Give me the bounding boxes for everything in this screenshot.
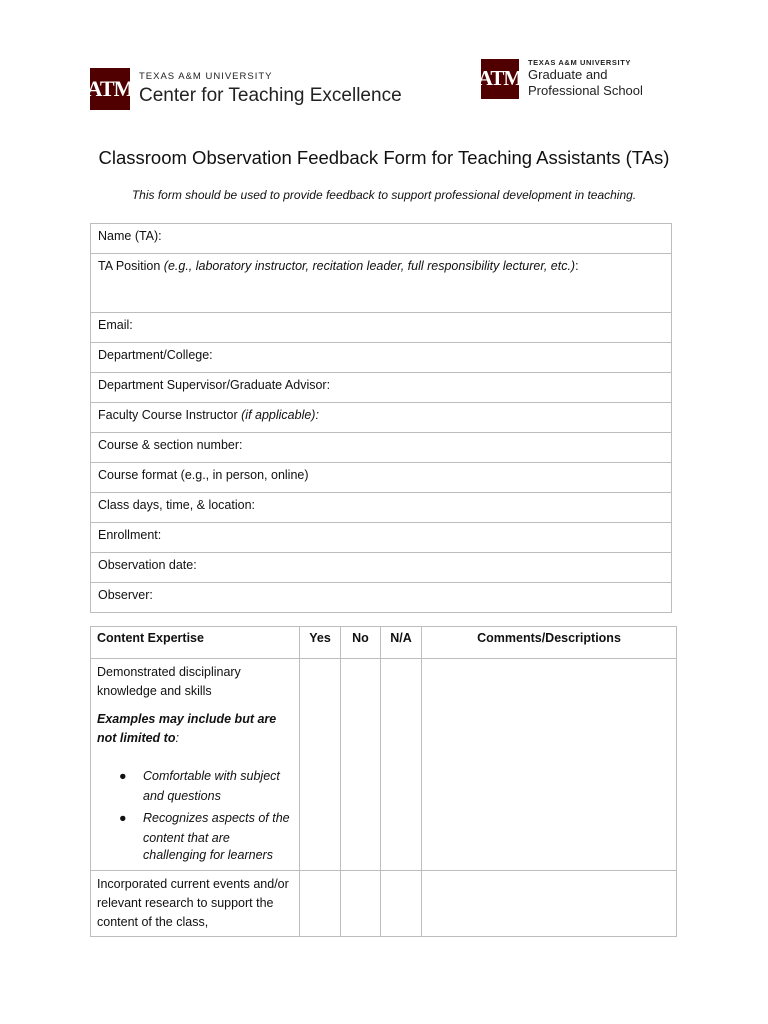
- criteria-text: Demonstrated disciplinary knowledge and skills: [97, 665, 241, 698]
- list-item: [97, 765, 293, 805]
- atm-logo-mark: ATM: [90, 68, 130, 110]
- bullet-icon: ●: [119, 769, 127, 783]
- bullet-text: Comfortable with subject: [143, 769, 280, 783]
- comments-cell[interactable]: [422, 871, 677, 937]
- logo-university-name: TEXAS A&M UNIVERSITY: [139, 71, 273, 82]
- field-label: Class days, time, & location:: [98, 498, 256, 512]
- examples-label-text: Examples may include but are not limited to: [97, 712, 277, 745]
- examples-list: [97, 765, 293, 864]
- logo-school-line2: Professional School: [528, 83, 643, 98]
- field-example: (e.g., laboratory instructor, recitation leader, full responsibility lecturer, etc.): [163, 259, 576, 273]
- department-field[interactable]: [91, 343, 672, 373]
- bullet-text: Recognizes aspects of the: [143, 811, 290, 825]
- form-title: Classroom Observation Feedback Form for Teaching Assistants (TAs): [98, 147, 670, 168]
- field-note: (if applicable):: [241, 408, 319, 422]
- field-label: Course & section number:: [98, 438, 243, 452]
- field-label: Enrollment:: [98, 528, 162, 542]
- email-field[interactable]: [91, 313, 672, 343]
- examples-colon: :: [175, 731, 179, 745]
- header-comments: Comments/Descriptions: [422, 627, 677, 659]
- no-cell[interactable]: [341, 871, 381, 937]
- na-cell[interactable]: [381, 871, 422, 937]
- field-label: Course format (e.g., in person, online): [98, 468, 309, 482]
- comments-cell[interactable]: [422, 659, 677, 871]
- enrollment-field[interactable]: [91, 523, 672, 553]
- cte-logo: [86, 68, 402, 110]
- supervisor-field[interactable]: [91, 373, 672, 403]
- criteria-text: Incorporated current events and/or relevant research to support the content of the class,: [97, 877, 289, 929]
- list-item: [97, 807, 293, 864]
- field-label: Department/College:: [98, 348, 213, 362]
- field-colon: :: [575, 259, 579, 273]
- header-no: No: [341, 627, 381, 659]
- course-format-field[interactable]: [91, 463, 672, 493]
- bullet-text-cont: and questions: [143, 789, 221, 803]
- field-label: Department Supervisor/Graduate Advisor:: [98, 378, 331, 392]
- field-label: Observation date:: [98, 558, 197, 572]
- observer-field[interactable]: [91, 583, 672, 613]
- yes-cell[interactable]: [300, 659, 341, 871]
- class-days-field[interactable]: [91, 493, 672, 523]
- faculty-instructor-field[interactable]: [91, 403, 672, 433]
- form-subtitle: This form should be used to provide feedback to support professional development in teaching.: [131, 188, 637, 202]
- logo-university-name: TEXAS A&M UNIVERSITY: [528, 58, 631, 67]
- field-label: Observer:: [98, 588, 153, 602]
- bullet-text-cont: content that are challenging for learners: [143, 831, 273, 862]
- criteria-cell: [91, 659, 300, 871]
- content-expertise-table: [90, 626, 677, 937]
- bullet-icon: ●: [119, 811, 127, 825]
- logo-school-line1: Graduate and: [528, 67, 608, 82]
- header-criteria: Content Expertise: [91, 627, 300, 659]
- examples-label: [97, 710, 293, 748]
- no-cell[interactable]: [341, 659, 381, 871]
- ta-info-table: [90, 223, 672, 613]
- field-label: Name (TA):: [98, 229, 162, 243]
- gps-logo: [477, 58, 643, 99]
- yes-cell[interactable]: [300, 871, 341, 937]
- header-na: N/A: [381, 627, 422, 659]
- logo-center-name: Center for Teaching Excellence: [139, 85, 402, 106]
- name-field[interactable]: [91, 224, 672, 254]
- atm-logo-mark: ATM: [481, 59, 519, 99]
- observation-date-field[interactable]: [91, 553, 672, 583]
- course-section-field[interactable]: [91, 433, 672, 463]
- field-label: Faculty Course Instructor: [98, 408, 238, 422]
- na-cell[interactable]: [381, 659, 422, 871]
- header-yes: Yes: [300, 627, 341, 659]
- ta-position-field[interactable]: [91, 254, 672, 313]
- field-label: Email:: [98, 318, 133, 332]
- criteria-cell: [91, 871, 300, 937]
- field-label: TA Position: [98, 259, 161, 273]
